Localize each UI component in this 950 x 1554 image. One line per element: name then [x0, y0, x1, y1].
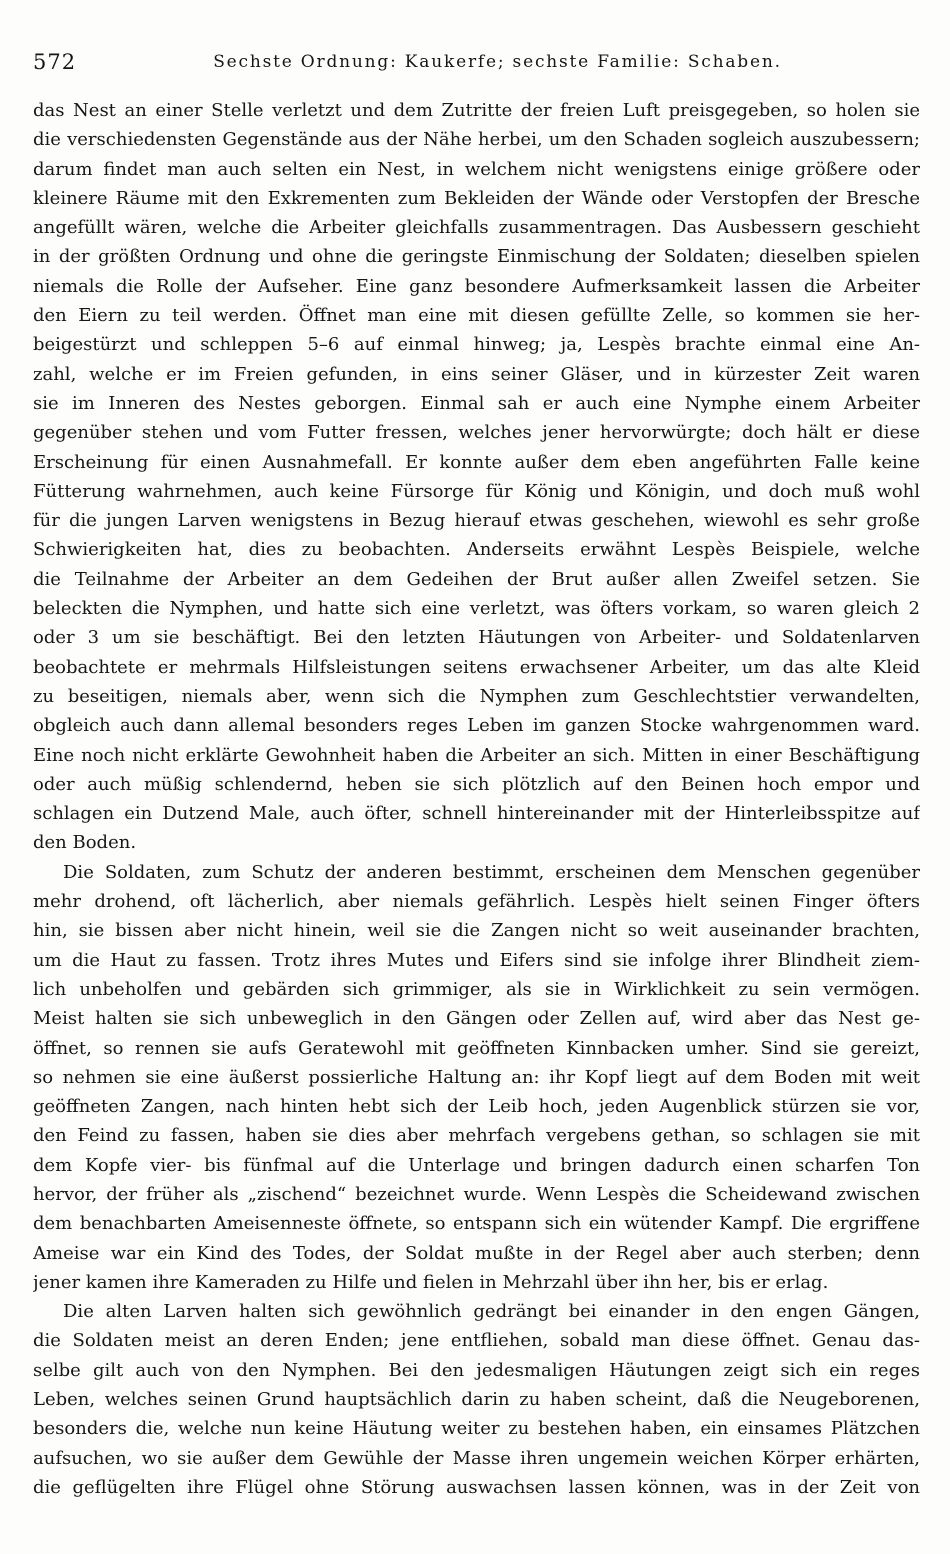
text-line: oder 3 um sie beschäftigt. Bei den letzten Häutungen von Arbeiter- und Soldatenlarven — [33, 627, 920, 649]
text-line: darum findet man auch selten ein Nest, in welchem nicht wenigstens einige größere oder — [33, 158, 920, 180]
text-line: dem Kopfe vier- bis fünfmal auf die Unterlage und bringen dadurch einen scharfen Ton — [33, 1154, 920, 1176]
text-line: Fütterung wahrnehmen, auch keine Fürsorge für König und Königin, und doch muß wohl — [33, 480, 920, 502]
text-line: dem benachbarten Ameisenneste öffnete, so entspann sich ein wütender Kampf. Die ergriffene — [33, 1213, 920, 1235]
text-line: oder auch müßig schlendernd, heben sie sich plötzlich auf den Beinen hoch empor und — [33, 773, 920, 795]
text-line: zahl, welche er im Freien gefunden, in eins seiner Gläser, und in kürzester Zeit waren — [33, 363, 920, 385]
text-line: beleckten die Nymphen, und hatte sich eine verletzt, was öfters vorkam, so waren gleich 2 — [33, 598, 920, 620]
paragraph — [33, 858, 920, 1297]
text-line: Meist halten sie sich unbeweglich in den Gängen oder Zellen auf, wird aber das Nest ge- — [33, 1008, 920, 1030]
text-line: den Feind zu fassen, haben sie dies aber mehrfach vergebens gethan, so schlagen sie mit — [33, 1125, 920, 1147]
text-line: zu beseitigen, niemals aber, wenn sich die Nymphen zum Geschlechtstier verwandelten, — [33, 685, 920, 707]
text-line: das Nest an einer Stelle verletzt und dem Zutritte der freien Luft preisgegeben, so holen sie — [33, 100, 920, 121]
text-line: mehr drohend, oft lächerlich, aber niemals gefährlich. Lespès hielt seinen Finger öfters — [33, 891, 920, 913]
page-header — [33, 50, 922, 78]
text-line: Die alten Larven halten sich gewöhnlich gedrängt bei einander in den engen Gängen, — [63, 1301, 920, 1323]
text-line: die Teilnahme der Arbeiter an dem Gedeihen der Brut außer allen Zweifel setzen. Sie — [33, 568, 920, 590]
body-text — [33, 96, 920, 1502]
text-line: Eine noch nicht erklärte Gewohnheit haben die Arbeiter an sich. Mitten in einer Beschäftigung — [33, 744, 920, 766]
text-line: den Eiern zu teil werden. Öffnet man eine mit diesen gefüllte Zelle, so kommen sie her- — [33, 305, 920, 327]
text-line: niemals die Rolle der Aufseher. Eine ganz besondere Aufmerksamkeit lassen die Arbeiter — [33, 275, 920, 297]
text-line: Leben, welches seinen Grund hauptsächlich darin zu haben scheint, daß die Neugeborenen, — [33, 1389, 920, 1411]
text-line: geöffneten Zangen, nach hinten hebt sich der Leib hoch, jeden Augenblick stürzen sie vor, — [33, 1096, 920, 1118]
text-line: Die Soldaten, zum Schutz der anderen bestimmt, erscheinen dem Menschen gegenüber — [63, 861, 920, 883]
page-number: 572 — [33, 50, 77, 74]
text-line: die Soldaten meist an deren Enden; jene entfliehen, sobald man diese öffnet. Genau das- — [33, 1330, 920, 1352]
paragraph — [33, 1297, 920, 1502]
text-line: kleinere Räume mit den Exkrementen zum Bekleiden der Wände oder Verstopfen der Bresche — [33, 187, 920, 209]
text-line: die geflügelten ihre Flügel ohne Störung auswachsen lassen können, was in der Zeit von — [33, 1476, 920, 1498]
text-line: lich unbeholfen und gebärden sich grimmiger, als sie in Wirklichkeit zu sein vermögen. — [33, 978, 920, 1000]
text-line: in der größten Ordnung und ohne die geringste Einmischung der Soldaten; dieselben spielen — [33, 246, 920, 268]
text-line: jener kamen ihre Kameraden zu Hilfe und fielen in Mehrzahl über ihn her, bis er erlag. — [33, 1271, 829, 1293]
text-line: Ameise war ein Kind des Todes, der Soldat mußte in der Regel aber auch sterben; denn — [33, 1242, 920, 1264]
text-line: beigestürzt und schleppen 5–6 auf einmal hinweg; ja, Lespès brachte einmal eine An- — [33, 334, 920, 356]
text-line: aufsuchen, wo sie außer dem Gewühle der Masse ihren ungemein weichen Körper erhärten, — [33, 1447, 920, 1469]
text-line: sie im Inneren des Nestes geborgen. Einmal sah er auch eine Nymphe einem Arbeiter — [33, 392, 920, 414]
text-line: Erscheinung für einen Ausnahmefall. Er konnte außer dem eben angeführten Falle keine — [33, 451, 920, 473]
paragraph — [33, 96, 920, 858]
text-line: angefüllt wären, welche die Arbeiter gleichfalls zusammentragen. Das Ausbessern geschieht — [33, 217, 920, 239]
text-line: um die Haut zu fassen. Trotz ihres Mutes und Eifers sind sie infolge ihrer Blindheit ziem- — [33, 949, 920, 971]
text-line: hervor, der früher als „zischend“ bezeichnet wurde. Wenn Lespès die Scheidewand zwischen — [33, 1183, 920, 1205]
text-line: schlagen ein Dutzend Male, auch öfter, schnell hintereinander mit der Hinterleibsspitze auf — [33, 803, 920, 825]
text-line: hin, sie bissen aber nicht hinein, weil sie die Zangen nicht so weit auseinander brachten, — [33, 920, 920, 942]
text-line: so nehmen sie eine äußerst possierliche Haltung an: ihr Kopf liegt auf dem Boden mit weit — [33, 1066, 920, 1088]
text-line: beobachtete er mehrmals Hilfsleistungen seitens erwachsener Arbeiter, um das alte Kleid — [33, 656, 920, 678]
text-line: besonders die, welche nun keine Häutung weiter zu bestehen haben, ein einsames Plätzchen — [33, 1418, 920, 1440]
text-line: Schwierigkeiten hat, dies zu beobachten. Anderseits erwähnt Lespès Beispiele, welche — [33, 539, 920, 561]
text-line: selbe gilt auch von den Nymphen. Bei den jedesmaligen Häutungen zeigt sich ein reges — [33, 1359, 920, 1381]
text-line: öffnet, so rennen sie aufs Geratewohl mit geöffneten Kinnbacken umher. Sind sie gereizt, — [33, 1037, 920, 1059]
text-line: für die jungen Larven wenigstens in Bezug hierauf etwas geschehen, wiewohl es sehr große — [33, 510, 920, 532]
text-line: gegenüber stehen und vom Futter fressen, welches jener hervorwürgte; doch hält er diese — [33, 422, 920, 444]
text-line: den Boden. — [33, 832, 137, 854]
running-title: Sechste Ordnung: Kaukerfe; sechste Familie: Schaben. — [213, 52, 782, 72]
text-line: die verschiedensten Gegenstände aus der Nähe herbei, um den Schaden sogleich auszubessern; — [33, 129, 920, 151]
text-line: obgleich auch dann allemal besonders reges Leben im ganzen Stocke wahrgenommen ward. — [33, 715, 920, 737]
